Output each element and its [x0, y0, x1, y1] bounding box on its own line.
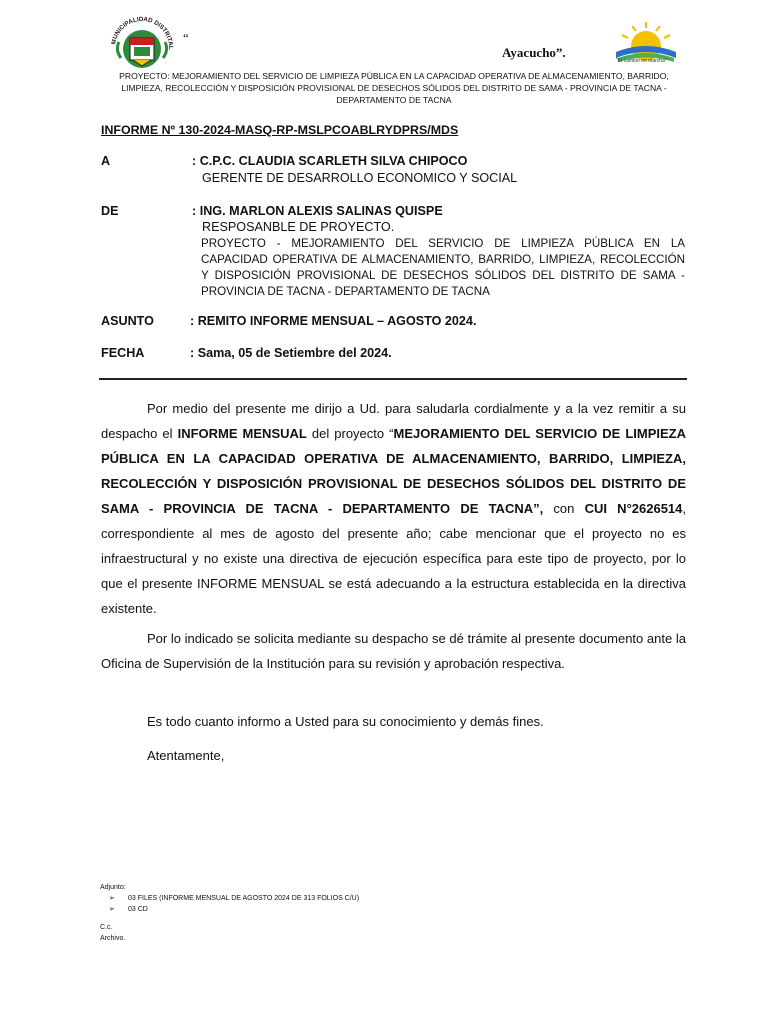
cc-label: C.c. — [100, 924, 113, 931]
body-paragraph-1 — [101, 396, 686, 621]
attachment-item — [109, 905, 148, 915]
project-header — [100, 70, 688, 106]
p2-text: Por lo indicado se solicita mediante su despacho se dé trámite al presente documento ante la Oficina de Supervisión de la Institución para su revisión y aprobación respectiva. — [101, 631, 686, 671]
p1-project-name: MEJORAMIENTO DEL SERVICIO DE LIMPIEZA PÚBLICA EN LA CAPACIDAD OPERATIVA DE ALMACENAMIENTO, BARRIDO, LIMPIEZA, RECOLECCIÓN Y DISPOSICIÓN PROVISIONAL DE DESECHOS SÓLIDOS DEL DISTRITO DE SAMA - PROVINCIA DE TACNA - DEPARTAMENTO DE TACNA”, — [101, 426, 686, 516]
subject-label: ASUNTO — [101, 314, 154, 328]
p1-text: con — [543, 501, 585, 516]
svg-text:MUNICIPALIDAD DISTRITAL: MUNICIPALIDAD DISTRITAL — [110, 15, 175, 50]
project-header-line: DEPARTAMENTO DE TACNA — [336, 95, 452, 105]
logo-slogan-text: "El cambio en marcha" — [616, 58, 667, 64]
date-label: FECHA — [101, 346, 145, 360]
subject-text: : REMITO INFORME MENSUAL – AGOSTO 2024. — [190, 314, 477, 328]
header-city-text: Ayacucho”. — [502, 45, 566, 60]
attachments-label: Adjunto: — [100, 884, 126, 891]
header-quote-mark: “ — [183, 30, 189, 45]
p1-text: , correspondiente al mes de agosto del presente año; cabe mencionar que el proyecto no es infraestructural y no existe una directiva de ejecución específica para este tipo de proyecto, por lo que el presente INFORME MENSUAL se está adecuando a la estructura establecida en la directiva existente. — [101, 501, 687, 616]
header-divider — [99, 378, 687, 380]
arrow-bullet-icon: ➢ — [109, 895, 115, 902]
project-header-line: PROYECTO: MEJORAMIENTO DEL SERVICIO DE LIMPIEZA PÚBLICA EN LA CAPACIDAD OPERATIVA DE ALMACENAMIENTO, BARRIDO, — [119, 71, 669, 81]
body-paragraph-3: Es todo cuanto informo a Usted para su conocimiento y demás fines. — [147, 714, 544, 729]
from-label: DE — [101, 204, 119, 218]
project-header-line: LIMPIEZA, RECOLECCIÓN Y DISPOSICIÓN PROVISIONAL DE DESECHOS SÓLIDOS DEL DISTRITO DE SAMA - PROVINCIA DE TACNA - — [121, 83, 667, 93]
body-paragraph-2 — [101, 626, 686, 676]
attachment-text: 03 FILES (INFORME MENSUAL DE AGOSTO 2024 DE 313 FOLIOS C/U) — [128, 895, 360, 902]
p1-cui: CUI N°2626514 — [584, 501, 683, 516]
recipient-role: GERENTE DE DESARROLLO ECONOMICO Y SOCIAL — [202, 171, 518, 185]
archive-label: Archivo. — [100, 935, 126, 942]
report-number-title: INFORME Nº 130-2024-MASQ-RP-MSLPCOABLRYDPRS/MDS — [101, 123, 459, 137]
date-text: : Sama, 05 de Setiembre del 2024. — [190, 346, 392, 360]
p1-text: Por medio del presente me dirijo a Ud. para saludarla cordialmente y a la vez remitir a su despacho el — [101, 401, 686, 441]
attachment-text: 03 CD — [128, 906, 148, 913]
sender-project-description: PROYECTO - MEJORAMIENTO DEL SERVICIO DE LIMPIEZA PÚBLICA EN LA CAPACIDAD OPERATIVA DE ALMACENAMIENTO, BARRIDO, LIMPIEZA, RECOLECCIÓN Y DISPOSICIÓN PROVISIONAL DE DESECHOS SÓLIDOS DEL DISTRITO DE SAMA - PROVINCIA DE TACNA - DEPARTAMENTO DE TACNA — [201, 237, 685, 298]
sender-role: RESPOSANBLE DE PROYECTO. — [202, 220, 395, 234]
p1-text: del proyecto “ — [306, 426, 394, 441]
closing-text: Atentamente, — [147, 748, 225, 763]
recipient-name: : C.P.C. CLAUDIA SCARLETH SILVA CHIPOCO — [192, 154, 468, 168]
municipality-seal-logo — [107, 14, 177, 72]
attachment-item — [109, 894, 359, 904]
sender-name: : ING. MARLON ALEXIS SALINAS QUISPE — [192, 204, 443, 218]
to-label: A — [101, 154, 111, 168]
arrow-bullet-icon: ➢ — [109, 906, 115, 913]
p1-bold: INFORME MENSUAL — [177, 426, 307, 441]
